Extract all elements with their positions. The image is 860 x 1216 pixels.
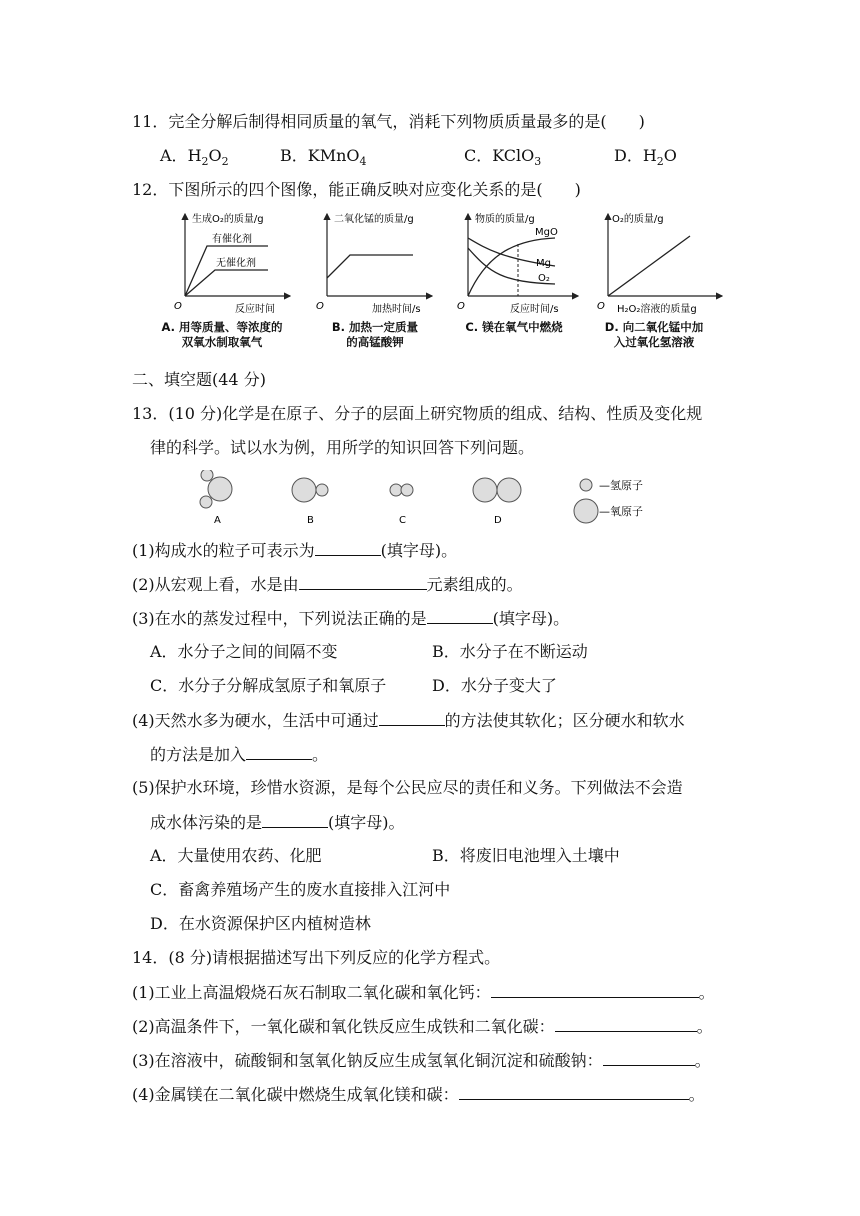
caption-line: 入过氧化氢溶液	[613, 335, 695, 349]
answer-blank[interactable]	[299, 574, 427, 590]
legend-oxygen: —氧原子	[599, 505, 643, 518]
curve-mno2	[327, 255, 413, 278]
x-label: 反应时间	[235, 304, 275, 315]
formula: O	[663, 146, 677, 165]
caption-b	[310, 320, 440, 350]
y-label: 物质的质量/g	[475, 214, 535, 225]
text: 。	[312, 745, 329, 764]
text: (4)天然水多为硬水，生活中可通过	[132, 711, 379, 730]
legend	[574, 478, 643, 523]
origin-label: O	[597, 301, 605, 312]
hydrogen-atom-icon	[580, 479, 592, 491]
text: (4)金属镁在二氧化碳中燃烧生成氧化镁和碳：	[132, 1085, 459, 1104]
origin-label: O	[174, 301, 182, 312]
model-c	[390, 484, 413, 526]
model-label: A	[214, 515, 221, 526]
q11-option-d[interactable]	[614, 146, 677, 172]
q13-p5-option-d[interactable]: D．在水资源保护区内植树造林	[150, 914, 371, 933]
curve-catalyst	[185, 246, 268, 296]
y-label: O₂的质量/g	[612, 214, 664, 225]
q13-p3-option-d[interactable]: D．水分子变大了	[432, 676, 557, 695]
graph-b	[316, 212, 432, 315]
q13-p3-option-c[interactable]: C．水分子分解成氢原子和氧原子	[150, 676, 387, 695]
option-letter: C．	[464, 146, 493, 165]
q13-p5-option-b[interactable]: B．将废旧电池埋入土壤中	[432, 846, 620, 865]
subscript: 2	[221, 155, 229, 169]
answer-blank[interactable]	[491, 982, 699, 998]
answer-blank[interactable]	[427, 608, 493, 624]
formula: H	[187, 146, 202, 165]
caption-line: D. 向二氧化锰中加	[604, 320, 704, 334]
y-label: 生成O₂的质量/g	[192, 214, 264, 225]
subscript: 2	[201, 155, 209, 169]
answer-blank[interactable]	[246, 744, 312, 760]
q11-option-c[interactable]	[464, 146, 541, 172]
model-label: C	[399, 515, 406, 526]
caption-d	[586, 320, 722, 350]
text: 。	[696, 1017, 713, 1036]
answer-blank[interactable]	[379, 710, 445, 726]
text: 元素组成的。	[426, 575, 523, 594]
text: (1)工业上高温煅烧石灰石制取二氧化碳和氧化钙：	[132, 983, 491, 1002]
text: (3)在水的蒸发过程中，下列说法正确的是	[132, 609, 427, 628]
answer-blank[interactable]	[603, 1050, 695, 1066]
model-label: B	[307, 515, 314, 526]
curve-label: MgO	[535, 227, 558, 238]
caption-line: 双氧水制取氧气	[181, 335, 263, 349]
model-d	[473, 478, 521, 526]
text: (填字母)。	[380, 541, 458, 560]
text: (1)构成水的粒子可表示为	[132, 541, 315, 560]
curve-o2	[608, 236, 690, 296]
caption-line: 的高锰酸钾	[346, 335, 404, 349]
q13-part2	[132, 574, 523, 595]
section-heading: 二、填空题(44 分)	[132, 370, 266, 389]
text: (填字母)。	[492, 609, 570, 628]
q11-option-a[interactable]	[160, 146, 229, 172]
subscript: 3	[534, 155, 542, 169]
curve-label: 无催化剂	[216, 258, 256, 269]
q14-stem: 14．(8 分)请根据描述写出下列反应的化学方程式。	[132, 948, 501, 967]
graph-c	[457, 212, 578, 315]
q13-part5-line1: (5)保护水环境，珍惜水资源，是每个公民应尽的责任和义务。下列做法不会造	[132, 778, 683, 797]
x-label: H₂O₂溶液的质量g	[617, 304, 697, 315]
x-label: 反应时间/s	[510, 304, 559, 315]
curve-label: O₂	[538, 273, 550, 284]
legend-hydrogen: —氢原子	[599, 479, 643, 492]
q13-p3-option-b[interactable]: B．水分子在不断运动	[432, 642, 588, 661]
option-letter: A．	[160, 146, 188, 165]
curve-label: 有催化剂	[212, 234, 252, 245]
curve-label: Mg	[536, 258, 551, 269]
answer-blank[interactable]	[459, 1084, 689, 1100]
q14-item3	[132, 1050, 711, 1071]
q12-graphs	[150, 208, 730, 320]
answer-blank[interactable]	[315, 540, 381, 556]
caption-line: A. 用等质量、等浓度的	[161, 320, 283, 334]
graph-d	[597, 212, 722, 315]
text: 的方法是加入	[150, 745, 247, 764]
text: 。	[698, 983, 715, 1002]
option-letter: D．	[614, 146, 643, 165]
q13-part5-line2	[150, 812, 405, 833]
caption-a	[146, 320, 298, 350]
origin-label: O	[457, 301, 465, 312]
text: 。	[694, 1051, 711, 1070]
q14-item1	[132, 982, 715, 1003]
y-label: 二氧化锰的质量/g	[334, 214, 414, 225]
formula: KClO	[492, 146, 535, 165]
model-label: D	[494, 515, 502, 526]
formula: KMnO	[307, 146, 360, 165]
q13-p5-option-a[interactable]: A．大量使用农药、化肥	[150, 846, 322, 865]
q13-stem-line1: 13．(10 分)化学是在原子、分子的层面上研究物质的组成、结构、性质及变化规	[132, 404, 703, 423]
option-letter: B．	[280, 146, 308, 165]
q13-part4-line2	[150, 744, 328, 765]
formula: O	[208, 146, 222, 165]
text: 。	[688, 1085, 705, 1104]
oxygen-atom-icon	[574, 499, 598, 523]
graph-a	[174, 212, 290, 315]
caption-line: B. 加热一定质量	[331, 320, 419, 334]
text: 成水体污染的是	[150, 813, 263, 832]
curve-no-catalyst	[185, 270, 268, 296]
text: 的方法使其软化；区分硬水和软水	[444, 711, 685, 730]
q13-part3	[132, 608, 569, 629]
x-label: 加热时间/s	[372, 304, 421, 315]
text: (3)在溶液中，硫酸铜和氢氧化钠反应生成氢氧化铜沉淀和硫酸钠：	[132, 1051, 603, 1070]
q11-option-b[interactable]	[280, 146, 367, 172]
answer-blank[interactable]	[555, 1016, 697, 1032]
answer-blank[interactable]	[262, 812, 328, 828]
caption-line: C. 镁在氧气中燃烧	[465, 320, 563, 334]
q13-p3-option-a[interactable]: A．水分子之间的间隔不变	[150, 642, 338, 661]
model-b	[292, 478, 328, 526]
caption-c	[446, 320, 582, 335]
subscript: 4	[359, 155, 367, 169]
q13-part1	[132, 540, 457, 561]
model-a	[200, 470, 232, 526]
text: (2)从宏观上看，水是由	[132, 575, 299, 594]
q13-stem-line2: 律的科学。试以水为例，用所学的知识回答下列问题。	[150, 438, 535, 457]
q11-stem: 11．完全分解后制得相同质量的氧气，消耗下列物质质量最多的是( )	[132, 112, 645, 131]
formula: H	[642, 146, 657, 165]
q14-item2	[132, 1016, 713, 1037]
q13-part4-line1	[132, 710, 685, 731]
q12-stem: 12．下图所示的四个图像，能正确反映对应变化关系的是( )	[132, 180, 581, 199]
subscript: 2	[656, 155, 664, 169]
q14-item4	[132, 1084, 705, 1105]
text: (填字母)。	[328, 813, 405, 832]
origin-label: O	[316, 301, 324, 312]
q13-p5-option-c[interactable]: C．畜禽养殖场产生的废水直接排入江河中	[150, 880, 451, 899]
molecule-models	[195, 470, 705, 528]
text: (2)高温条件下，一氧化碳和氧化铁反应生成铁和二氧化碳：	[132, 1017, 555, 1036]
